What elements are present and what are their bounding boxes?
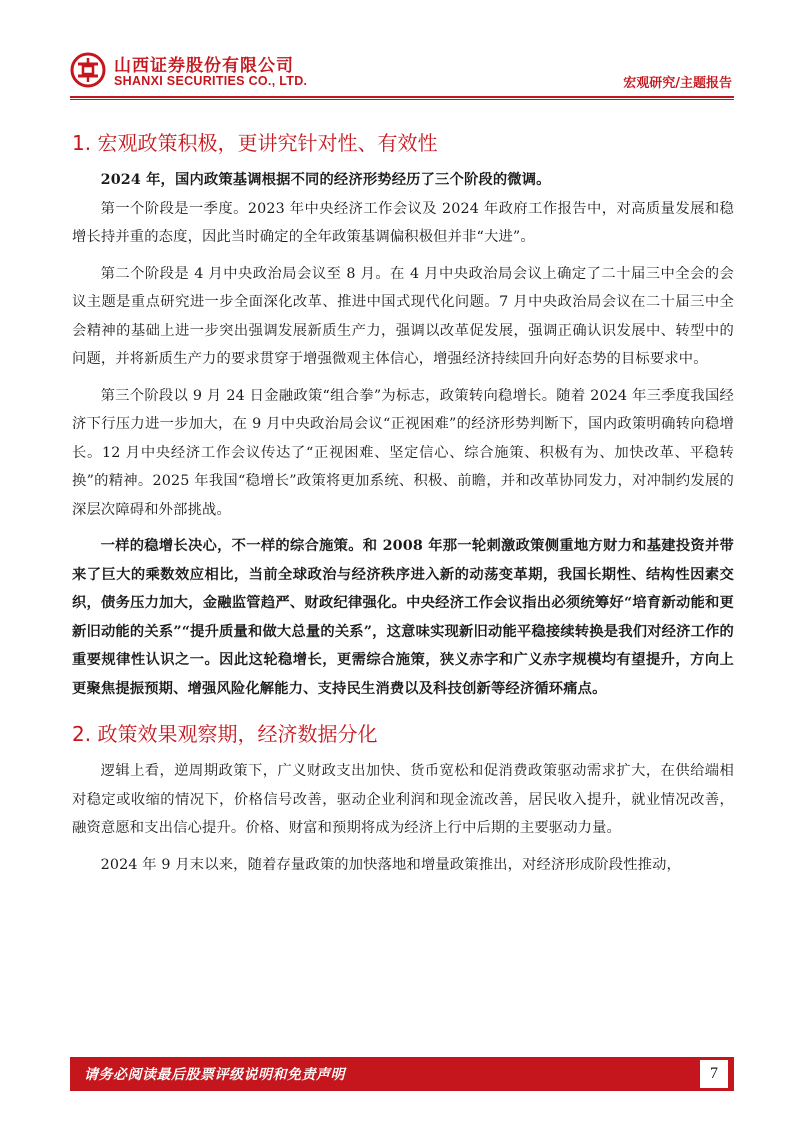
header-divider-thin — [70, 99, 734, 100]
paragraph: 逻辑上看，逆周期政策下，广义财政支出加快、货币宽松和促消费政策驱动需求扩大，在供给端相对稳定或收缩的情况下，价格信号改善，驱动企业利润和现金流改善，居民收入提升，就业情况改善，融资意愿和支出信心提升。价格、财富和预期将成为经济上行中后期的主要驱动力量。 — [72, 763, 734, 836]
page-number: 7 — [700, 1060, 728, 1088]
company-name-cn: 山西证券股份有限公司 — [114, 56, 294, 76]
paragraph: 一样的稳增长决心，不一样的综合施策。和 2008 年那一轮刺激政策侧重地方财力和基建投资并带来了巨大的乘数效应相比，当前全球政治与经济秩序进入新的动荡变革期，我国长期性、结构性因素交织，债务压力加大，金融监管趋严、财政纪律强化。中央经济工作会议指出必须统筹好“培育新动能和更新旧动能的关系”“提升质量和做大总量的关系”，这意味实现新旧动能平稳接续转换是我们对经济工作的重要规律性认识之一。因此这轮稳增长，更需综合施策，狭义赤字和广义赤字规模均有望提升，方向上更聚焦提振预期、增强风险化解能力、支持民生消费以及科技创新等经济循环痛点。 — [72, 538, 734, 697]
main-content — [72, 128, 734, 879]
paragraph: 第二个阶段是 4 月中央政治局会议至 8 月。在 4 月中央政治局会议上确定了二十届三中全会的会议主题是重点研究进一步全面深化改革、推进中国式现代化问题。7 月中央政治局会议在二十届三中全会精神的基础上进一步突出强调发展新质生产力，强调以改革促发展，强调正确认识发展中、转型中的问题，并将新质生产力的要求贯穿于增强微观主体信心，增强经济持续回升向好态势的目标要求中。 — [72, 265, 734, 367]
paragraph: 2024 年，国内政策基调根据不同的经济形势经历了三个阶段的微调。 — [100, 172, 551, 188]
paragraph: 第三个阶段以 9 月 24 日金融政策“组合拳”为标志，政策转向稳增长。随着 2024 年三季度我国经济下行压力进一步加大，在 9 月中央政治局会议“正视困难”的经济形势判断下，国内政策明确转向稳增长。12 月中央经济工作会议传达了“正视困难、坚定信心、综合施策、积极有为、加快改革、平稳转换”的精神。2025 年我国“稳增长”政策将更加系统、积极、前瞻，并和改革协同发力，对冲制约发展的深层次障碍和外部挑战。 — [72, 387, 734, 518]
disclaimer-link[interactable]: 请务必阅读最后股票评级说明和免责声明 — [84, 1067, 345, 1083]
report-type: 宏观研究/主题报告 — [623, 76, 732, 91]
page-header — [0, 0, 802, 110]
paragraph: 2024 年 9 月末以来，随着存量政策的加快落地和增量政策推出，对经济形成阶段性推动， — [100, 856, 681, 873]
section-title-2: 2. 政策效果观察期，经济数据分化 — [72, 722, 378, 746]
company-name-en: SHANXI SECURITIES CO., LTD. — [114, 74, 308, 88]
header-divider — [70, 96, 734, 98]
section-title-1: 1. 宏观政策积极，更讲究针对性、有效性 — [72, 131, 438, 155]
company-logo-icon — [70, 52, 106, 88]
paragraph: 第一个阶段是一季度。2023 年中央经济工作会议及 2024 年政府工作报告中，对高质量发展和稳增长持并重的态度，因此当时确定的全年政策基调偏积极但并非“大进”。 — [72, 200, 734, 245]
